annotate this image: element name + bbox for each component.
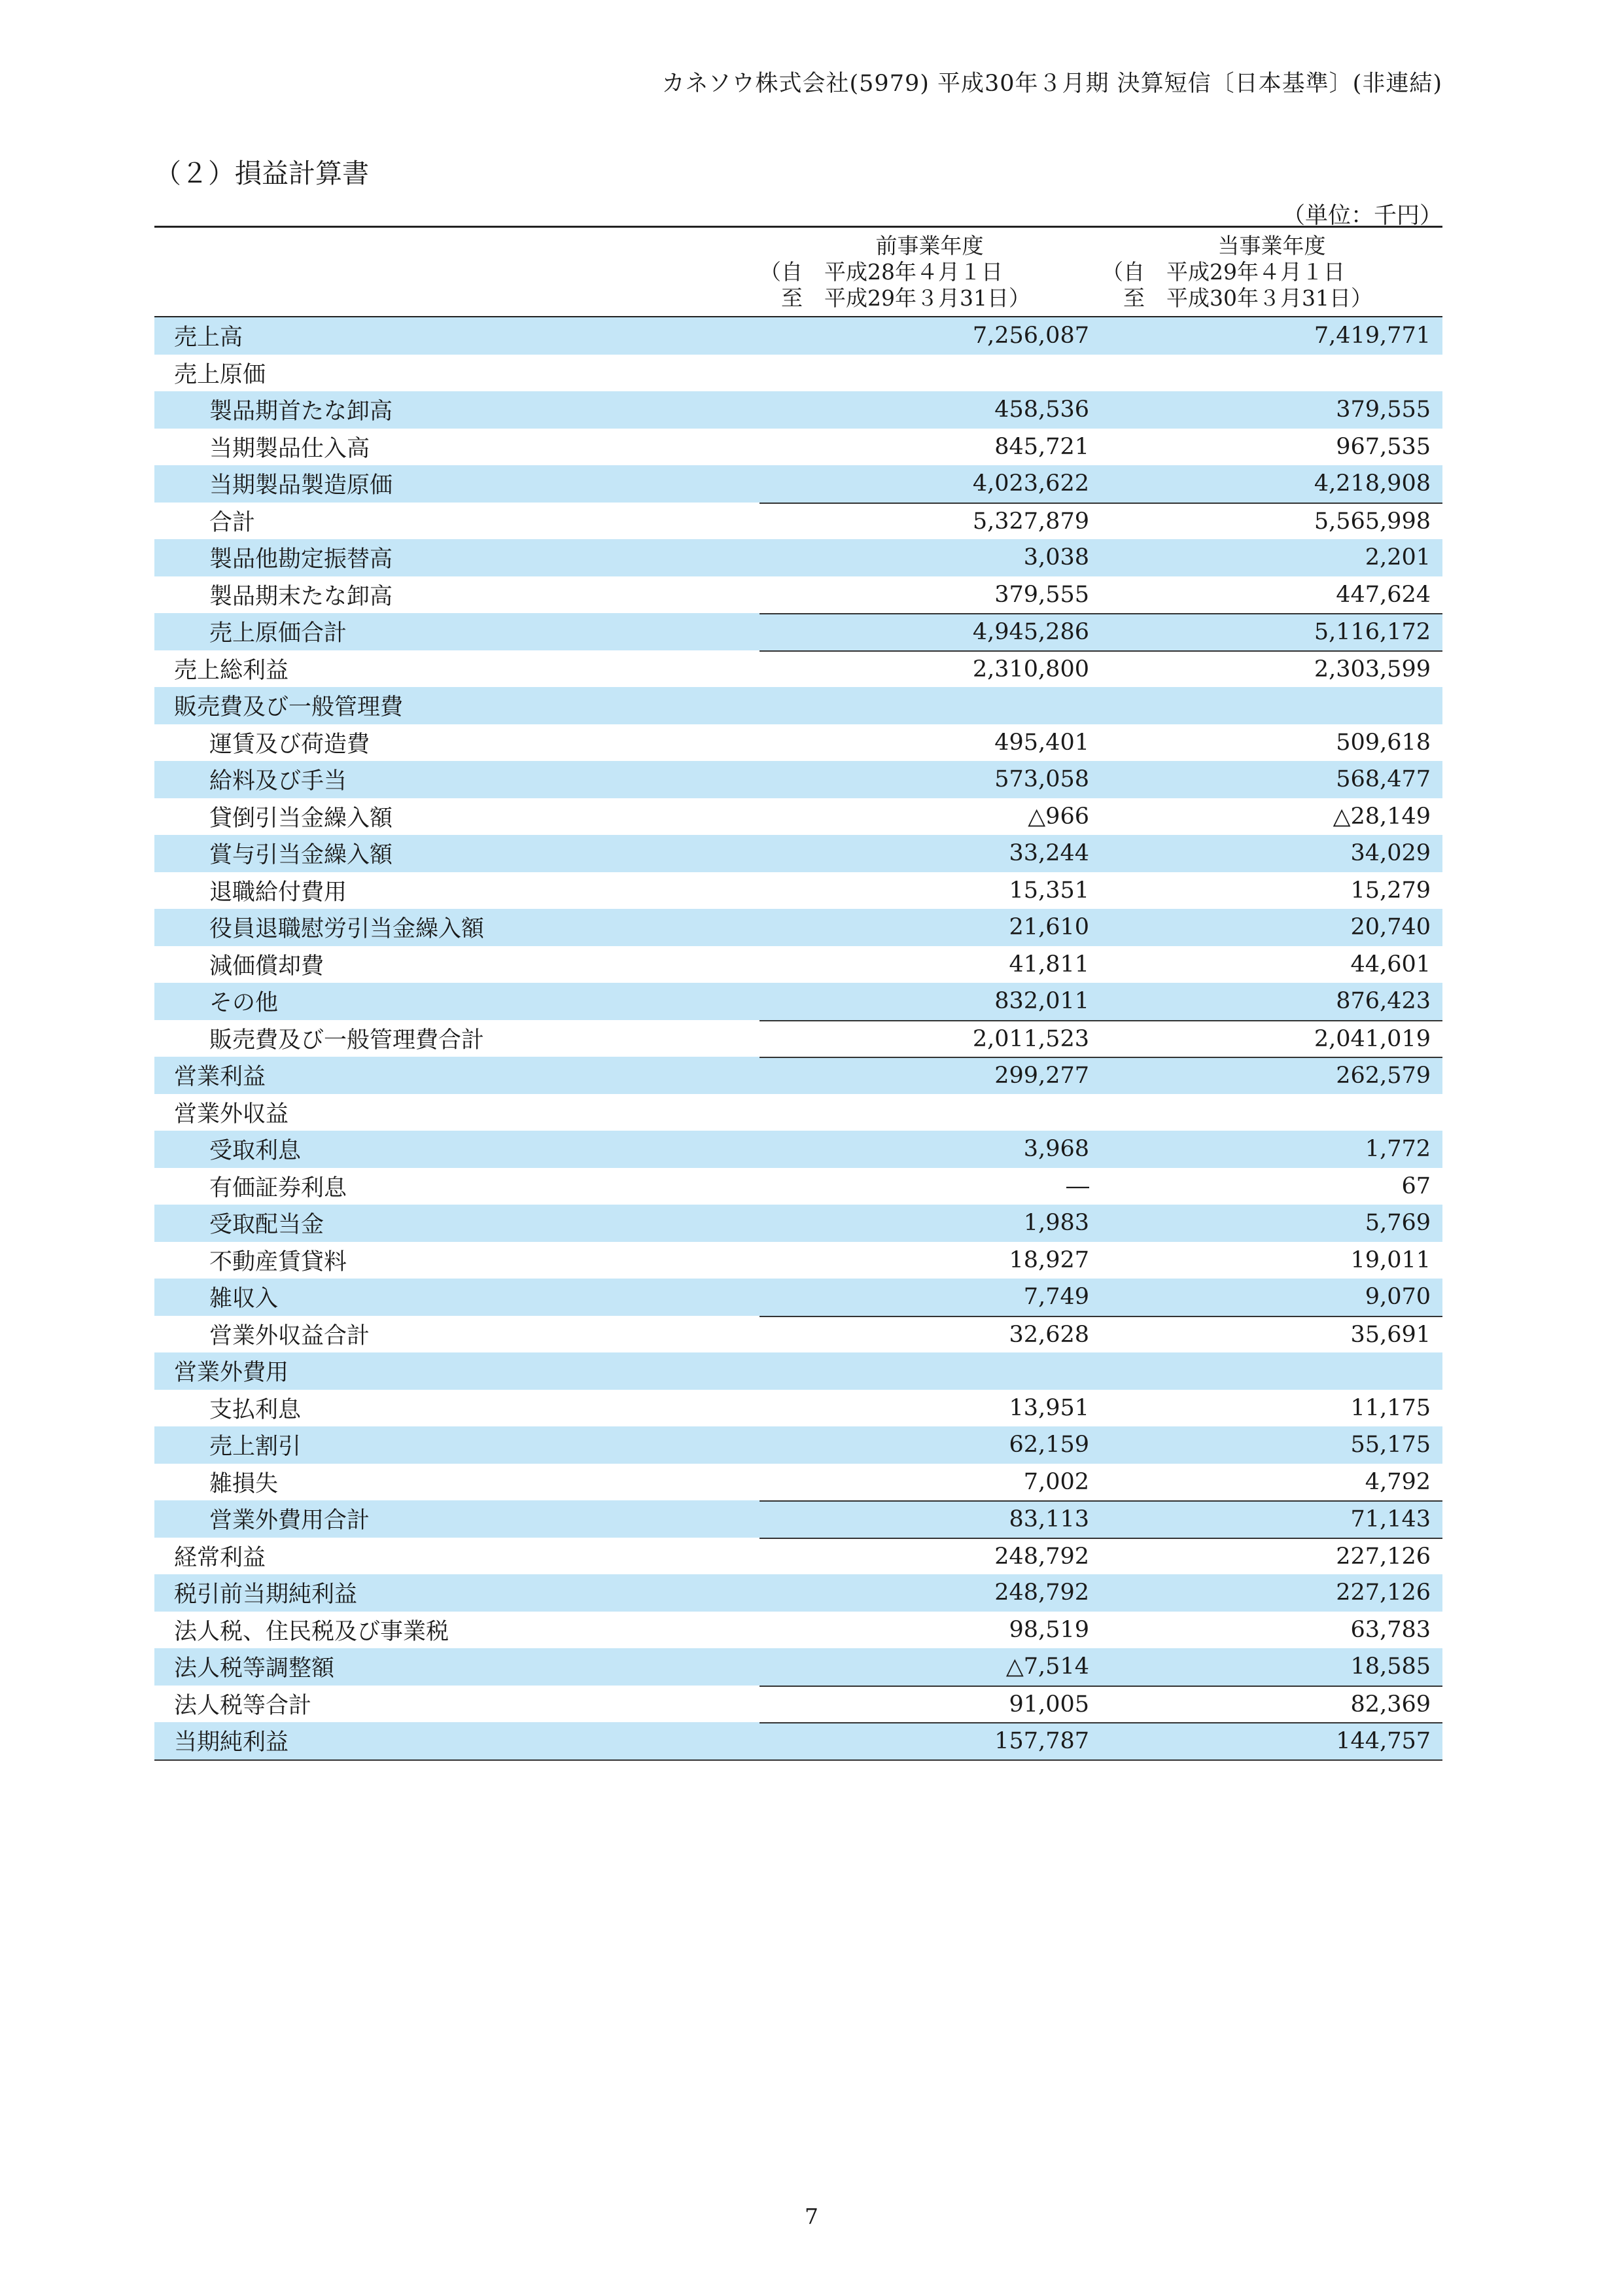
cur-period-header <box>1102 233 1442 311</box>
cur-period-value: 227,126 <box>1336 1580 1431 1606</box>
table-row <box>154 983 1442 1020</box>
prev-period-value: 41,811 <box>1009 951 1089 978</box>
row-label: 退職給付費用 <box>209 879 347 906</box>
row-label: 製品期末たな卸高 <box>209 583 393 610</box>
prev-period-value <box>759 1352 1101 1390</box>
cur-period-value <box>1101 1094 1442 1131</box>
cur-period-value: 71,143 <box>1101 1500 1442 1538</box>
prev-period-value: 13,951 <box>1009 1394 1089 1421</box>
prev-period-value: 845,721 <box>994 433 1089 460</box>
cur-period-value: 967,535 <box>1336 433 1431 460</box>
prev-period-value: 15,351 <box>1009 877 1089 904</box>
prev-period-value: 91,005 <box>759 1686 1101 1723</box>
cur-period-value: 63,783 <box>1350 1616 1431 1643</box>
table-row <box>154 798 1442 836</box>
table-row <box>154 909 1442 946</box>
cur-period-value <box>1101 1352 1442 1390</box>
prev-period-from: （自 平成28年４月１日 <box>759 259 1003 285</box>
prev-period-header <box>759 233 1100 311</box>
row-label: 有価証券利息 <box>209 1174 347 1201</box>
row-label: 受取利息 <box>209 1138 302 1165</box>
cur-period-title: 当事業年度 <box>1217 233 1326 258</box>
table-row <box>154 1426 1442 1464</box>
cur-period-value: 227,126 <box>1101 1538 1442 1575</box>
table-row <box>154 503 1442 540</box>
table-row <box>154 317 1442 355</box>
prev-period-value: 832,011 <box>994 988 1089 1015</box>
row-label: 不動産賃貸料 <box>209 1248 347 1275</box>
row-label: 売上総利益 <box>174 657 289 684</box>
prev-period-value: 458,536 <box>994 397 1089 423</box>
prev-period-value: △966 <box>1028 803 1089 830</box>
prev-period-value: 33,244 <box>1009 840 1089 867</box>
table-row <box>154 1020 1442 1057</box>
table-row <box>154 1094 1442 1131</box>
table-row <box>154 872 1442 910</box>
prev-period-value: 2,310,800 <box>759 650 1101 688</box>
row-label: 販売費及び一般管理費 <box>174 694 404 721</box>
cur-period-to: 至 平成30年３月31日） <box>1102 285 1372 311</box>
row-label: 税引前当期純利益 <box>174 1581 358 1608</box>
table-row <box>154 1464 1442 1501</box>
row-label: 製品他勘定振替高 <box>209 546 393 573</box>
row-label: 営業外費用 <box>174 1360 289 1386</box>
prev-period-value: 5,327,879 <box>759 503 1101 540</box>
cur-period-from: （自 平成29年４月１日 <box>1102 259 1345 285</box>
prev-period-value: 62,159 <box>1009 1432 1089 1458</box>
row-label: 受取配当金 <box>209 1212 324 1239</box>
table-row <box>154 391 1442 429</box>
unit-label: （単位：千円） <box>1282 203 1442 229</box>
row-label: 法人税、住民税及び事業税 <box>174 1618 449 1645</box>
cur-period-value: 18,585 <box>1350 1653 1431 1680</box>
row-label: 雑損失 <box>209 1470 279 1497</box>
prev-period-value: 4,945,286 <box>759 613 1101 650</box>
table-row <box>154 835 1442 872</box>
row-label: 合計 <box>209 509 256 536</box>
cur-period-value: 9,070 <box>1365 1284 1431 1311</box>
document-header: カネソウ株式会社(5979) 平成30年３月期 決算短信〔日本基準〕(非連結) <box>661 71 1442 97</box>
prev-period-value: 157,787 <box>759 1722 1101 1759</box>
table-row <box>154 1057 1442 1094</box>
cur-period-value: 7,419,771 <box>1314 323 1431 349</box>
table-row <box>154 1538 1442 1575</box>
table-row <box>154 576 1442 614</box>
table-body <box>154 317 1442 1761</box>
prev-period-value: 18,927 <box>1009 1246 1089 1273</box>
row-label: 雑収入 <box>209 1286 279 1313</box>
cur-period-value: 1,772 <box>1365 1136 1431 1163</box>
row-label: 営業外収益 <box>174 1101 289 1127</box>
row-label: 製品期首たな卸高 <box>209 398 393 425</box>
row-label: 役員退職慰労引当金繰入額 <box>209 916 485 943</box>
cur-period-value: 144,757 <box>1101 1722 1442 1759</box>
table-row <box>154 687 1442 724</box>
prev-period-value: 83,113 <box>759 1500 1101 1538</box>
prev-period-value: 379,555 <box>994 581 1089 608</box>
table-row <box>154 1648 1442 1686</box>
cur-period-value: 11,175 <box>1350 1394 1431 1421</box>
row-label: 売上割引 <box>209 1434 302 1460</box>
prev-period-title: 前事業年度 <box>875 233 984 258</box>
table-row <box>154 1612 1442 1649</box>
row-label: 当期製品製造原価 <box>209 472 393 499</box>
table-row <box>154 1352 1442 1390</box>
row-label: 営業利益 <box>174 1064 266 1091</box>
row-label: 売上高 <box>174 325 243 351</box>
prev-period-value: 495,401 <box>994 729 1089 756</box>
prev-period-value: ― <box>1066 1173 1089 1199</box>
table-row <box>154 650 1442 688</box>
cur-period-value: 15,279 <box>1350 877 1431 904</box>
row-label: 貸倒引当金繰入額 <box>209 805 393 832</box>
cur-period-value: 379,555 <box>1336 397 1431 423</box>
income-statement-table <box>154 226 1442 1761</box>
table-row <box>154 1574 1442 1612</box>
row-label: その他 <box>209 990 279 1017</box>
row-label: 法人税等調整額 <box>174 1655 335 1682</box>
prev-period-value: 248,792 <box>994 1580 1089 1606</box>
row-label: 当期製品仕入高 <box>209 435 370 462</box>
row-label: 当期純利益 <box>174 1729 289 1756</box>
row-label: 支払利息 <box>209 1396 302 1423</box>
row-label: 法人税等合計 <box>174 1692 312 1719</box>
table-row <box>154 429 1442 466</box>
cur-period-value: 55,175 <box>1350 1432 1431 1458</box>
row-label: 減価償却費 <box>209 953 324 980</box>
prev-period-value <box>759 355 1101 392</box>
page-number: 7 <box>805 2204 818 2229</box>
table-row <box>154 1279 1442 1316</box>
table-row <box>154 1316 1442 1353</box>
row-label: 経常利益 <box>174 1544 266 1571</box>
table-row <box>154 465 1442 503</box>
prev-period-value: 248,792 <box>759 1538 1101 1575</box>
cur-period-value: 35,691 <box>1101 1316 1442 1353</box>
table-row <box>154 1686 1442 1723</box>
cur-period-value: 34,029 <box>1350 840 1431 867</box>
section-title: （２）損益計算書 <box>154 158 369 189</box>
table-row <box>154 761 1442 798</box>
prev-period-value: 7,256,087 <box>972 323 1089 349</box>
table-row <box>154 1168 1442 1205</box>
table-header <box>154 226 1442 317</box>
prev-period-value: △7,514 <box>1005 1653 1089 1680</box>
table-row <box>154 1500 1442 1538</box>
table-row <box>154 539 1442 576</box>
prev-period-value: 32,628 <box>759 1316 1101 1353</box>
cur-period-value <box>1101 687 1442 724</box>
prev-period-value: 7,002 <box>1023 1468 1089 1495</box>
cur-period-value: 876,423 <box>1336 988 1431 1015</box>
cur-period-value: 5,769 <box>1365 1210 1431 1237</box>
row-label: 売上原価合計 <box>209 620 347 647</box>
cur-period-value: 5,116,172 <box>1101 613 1442 650</box>
cur-period-value: 2,041,019 <box>1101 1020 1442 1057</box>
table-row <box>154 1242 1442 1279</box>
prev-period-value: 2,011,523 <box>759 1020 1101 1057</box>
row-label: 運賃及び荷造費 <box>209 731 370 758</box>
prev-period-value: 1,983 <box>1023 1210 1089 1237</box>
table-row <box>154 946 1442 983</box>
cur-period-value: 19,011 <box>1350 1246 1431 1273</box>
table-row <box>154 1131 1442 1168</box>
table-row <box>154 355 1442 392</box>
prev-period-value <box>759 687 1101 724</box>
row-label: 営業外収益合計 <box>209 1322 370 1349</box>
table-row <box>154 1205 1442 1242</box>
cur-period-value: 4,218,908 <box>1314 470 1431 497</box>
table-row <box>154 613 1442 650</box>
row-label: 賞与引当金繰入額 <box>209 842 393 869</box>
prev-period-value: 3,038 <box>1023 544 1089 571</box>
prev-period-value: 4,023,622 <box>972 470 1089 497</box>
row-label: 営業外費用合計 <box>209 1508 370 1534</box>
cur-period-value: 509,618 <box>1336 729 1431 756</box>
cur-period-value: 44,601 <box>1350 951 1431 978</box>
prev-period-value: 7,749 <box>1023 1284 1089 1311</box>
table-row <box>154 724 1442 762</box>
cur-period-value: 4,792 <box>1365 1468 1431 1495</box>
row-label: 給料及び手当 <box>209 768 347 795</box>
prev-period-value <box>759 1094 1101 1131</box>
cur-period-value: 67 <box>1401 1173 1431 1199</box>
cur-period-value: 2,201 <box>1365 544 1431 571</box>
cur-period-value: 5,565,998 <box>1101 503 1442 540</box>
cur-period-value: 447,624 <box>1336 581 1431 608</box>
row-label: 売上原価 <box>174 361 266 388</box>
cur-period-value: 568,477 <box>1336 766 1431 793</box>
prev-period-value: 299,277 <box>759 1057 1101 1094</box>
cur-period-value: △28,149 <box>1333 803 1431 830</box>
cur-period-value <box>1101 355 1442 392</box>
prev-period-value: 98,519 <box>1009 1616 1089 1643</box>
prev-period-value: 3,968 <box>1023 1136 1089 1163</box>
prev-period-value: 21,610 <box>1009 914 1089 941</box>
cur-period-value: 2,303,599 <box>1101 650 1442 688</box>
prev-period-to: 至 平成29年３月31日） <box>759 285 1030 311</box>
table-row <box>154 1390 1442 1427</box>
cur-period-value: 20,740 <box>1350 914 1431 941</box>
prev-period-value: 573,058 <box>994 766 1089 793</box>
cur-period-value: 262,579 <box>1101 1057 1442 1094</box>
table-row <box>154 1722 1442 1761</box>
row-label: 販売費及び一般管理費合計 <box>209 1027 485 1053</box>
cur-period-value: 82,369 <box>1101 1686 1442 1723</box>
